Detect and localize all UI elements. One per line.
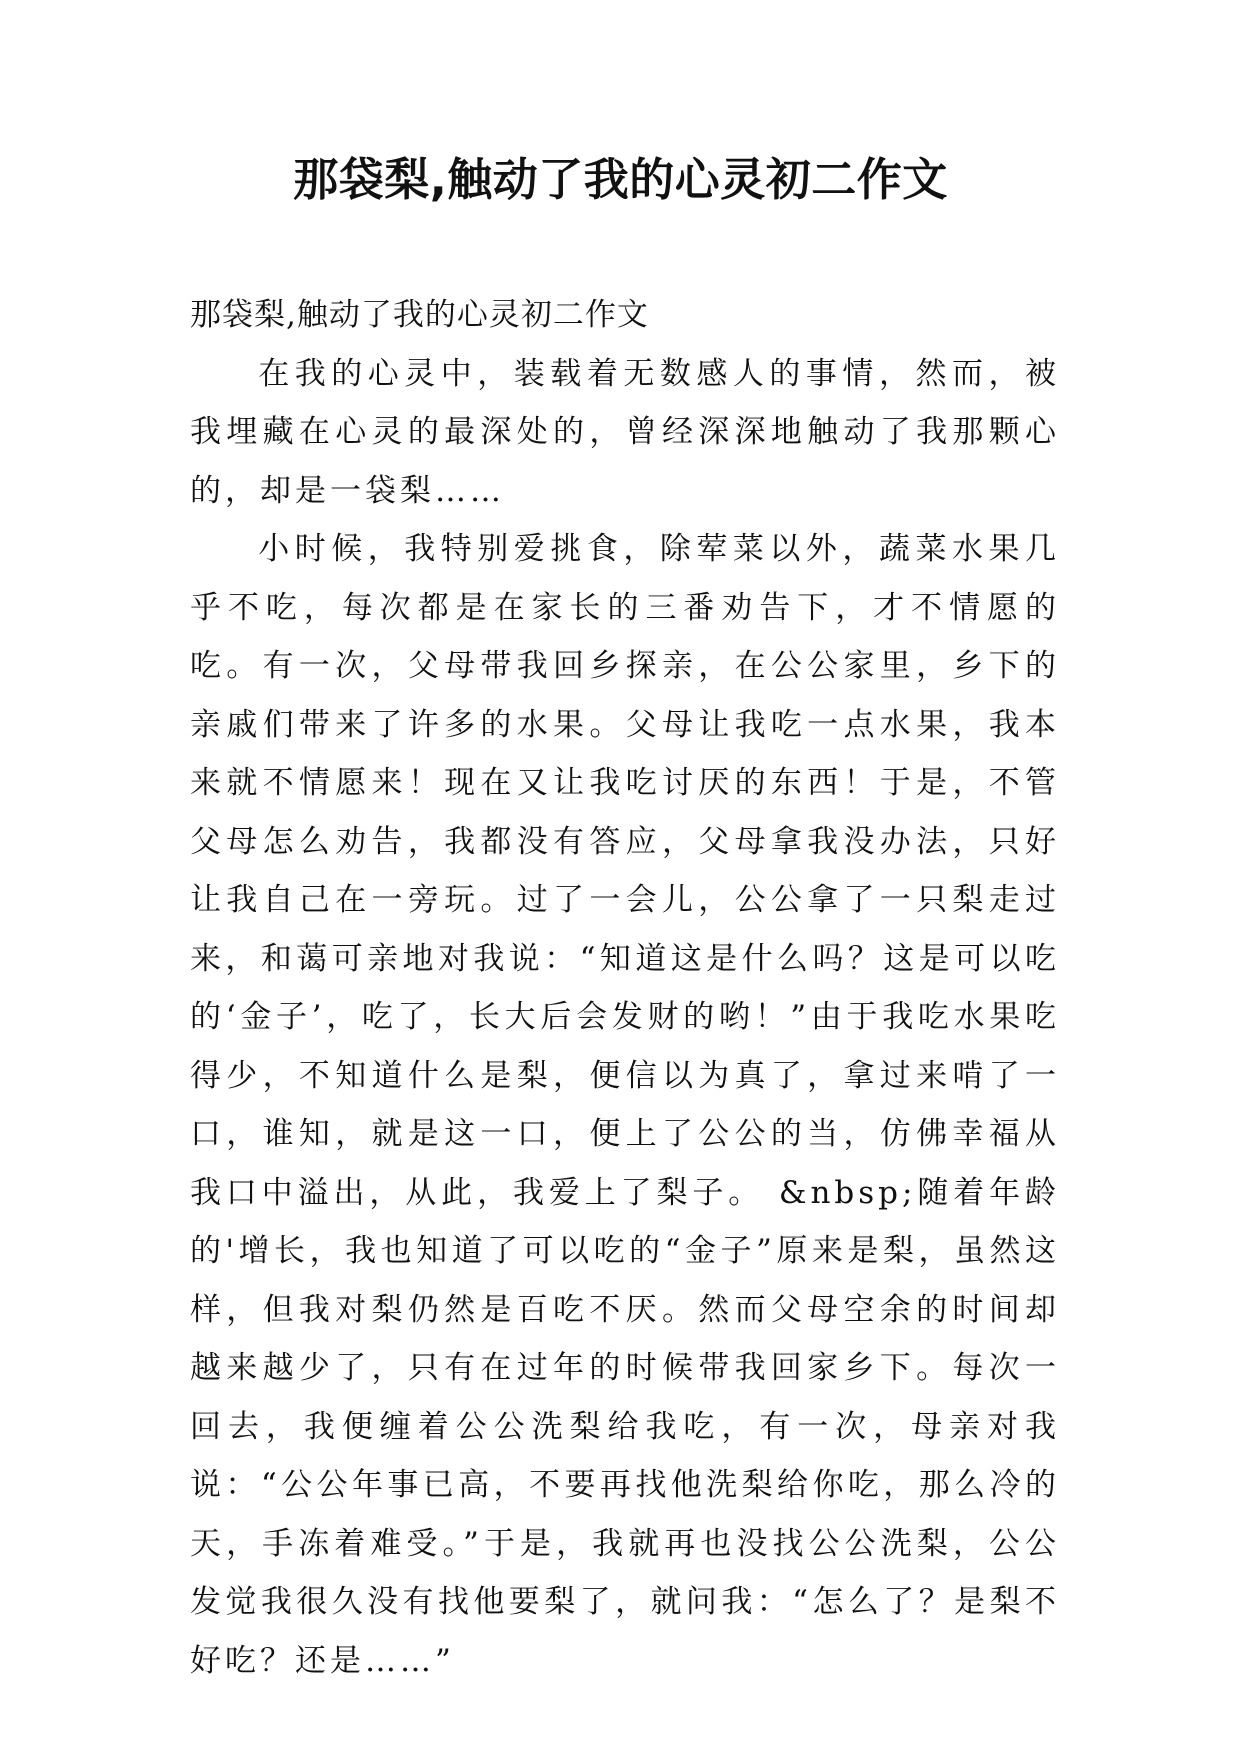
document-subtitle: 那袋梨,触动了我的心灵初二作文 — [190, 297, 649, 333]
document-title: 那袋梨,触动了我的心灵初二作文 — [293, 153, 948, 206]
paragraph-intro: 在我的心灵中，装载着无数感人的事情，然而，被我埋藏在心灵的最深处的，曾经深深地触动了我那颗心的，却是一袋梨…… — [190, 355, 1060, 509]
document-body — [190, 286, 1060, 1690]
paragraph-childhood: 小时候，我特别爱挑食，除荤菜以外，蔬菜水果几乎不吃，每次都是在家长的三番劝告下，才不情愿的吃。有一次，父母带我回乡探亲，在公公家里，乡下的亲戚们带来了许多的水果。父母让我吃一点水果，我本来就不情愿来！现在又让我吃讨厌的东西！于是，不管父母怎么劝告，我都没有答应，父母拿我没办法，只好让我自己在一旁玩。过了一会儿，公公拿了一只梨走过来，和蔼可亲地对我说：“知道这是什么吗？这是可以吃的‘金子’，吃了，长大后会发财的哟！”由于我吃水果吃得少，不知道什么是梨，便信以为真了，拿过来啃了一口，谁知，就是这一口，便上了公公的当，仿佛幸福从我口中溢出，从此，我爱上了梨子。 &nbsp;随着年龄的'增长，我也知道了可以吃的“金子”原来是梨，虽然这样，但我对梨仍然是百吃不厌。然而父母空余的时间却越来越少了，只有在过年的时候带我回家乡下。每次一回去，我便缠着公公洗梨给我吃，有一次，母亲对我说：“公公年事已高，不要再找他洗梨给你吃，那么冷的天，手冻着难受。”于是，我就再也没找公公洗梨，公公发觉我很久没有找他要梨了，就问我：“怎么了？是梨不好吃？还是……” — [190, 531, 1060, 1679]
